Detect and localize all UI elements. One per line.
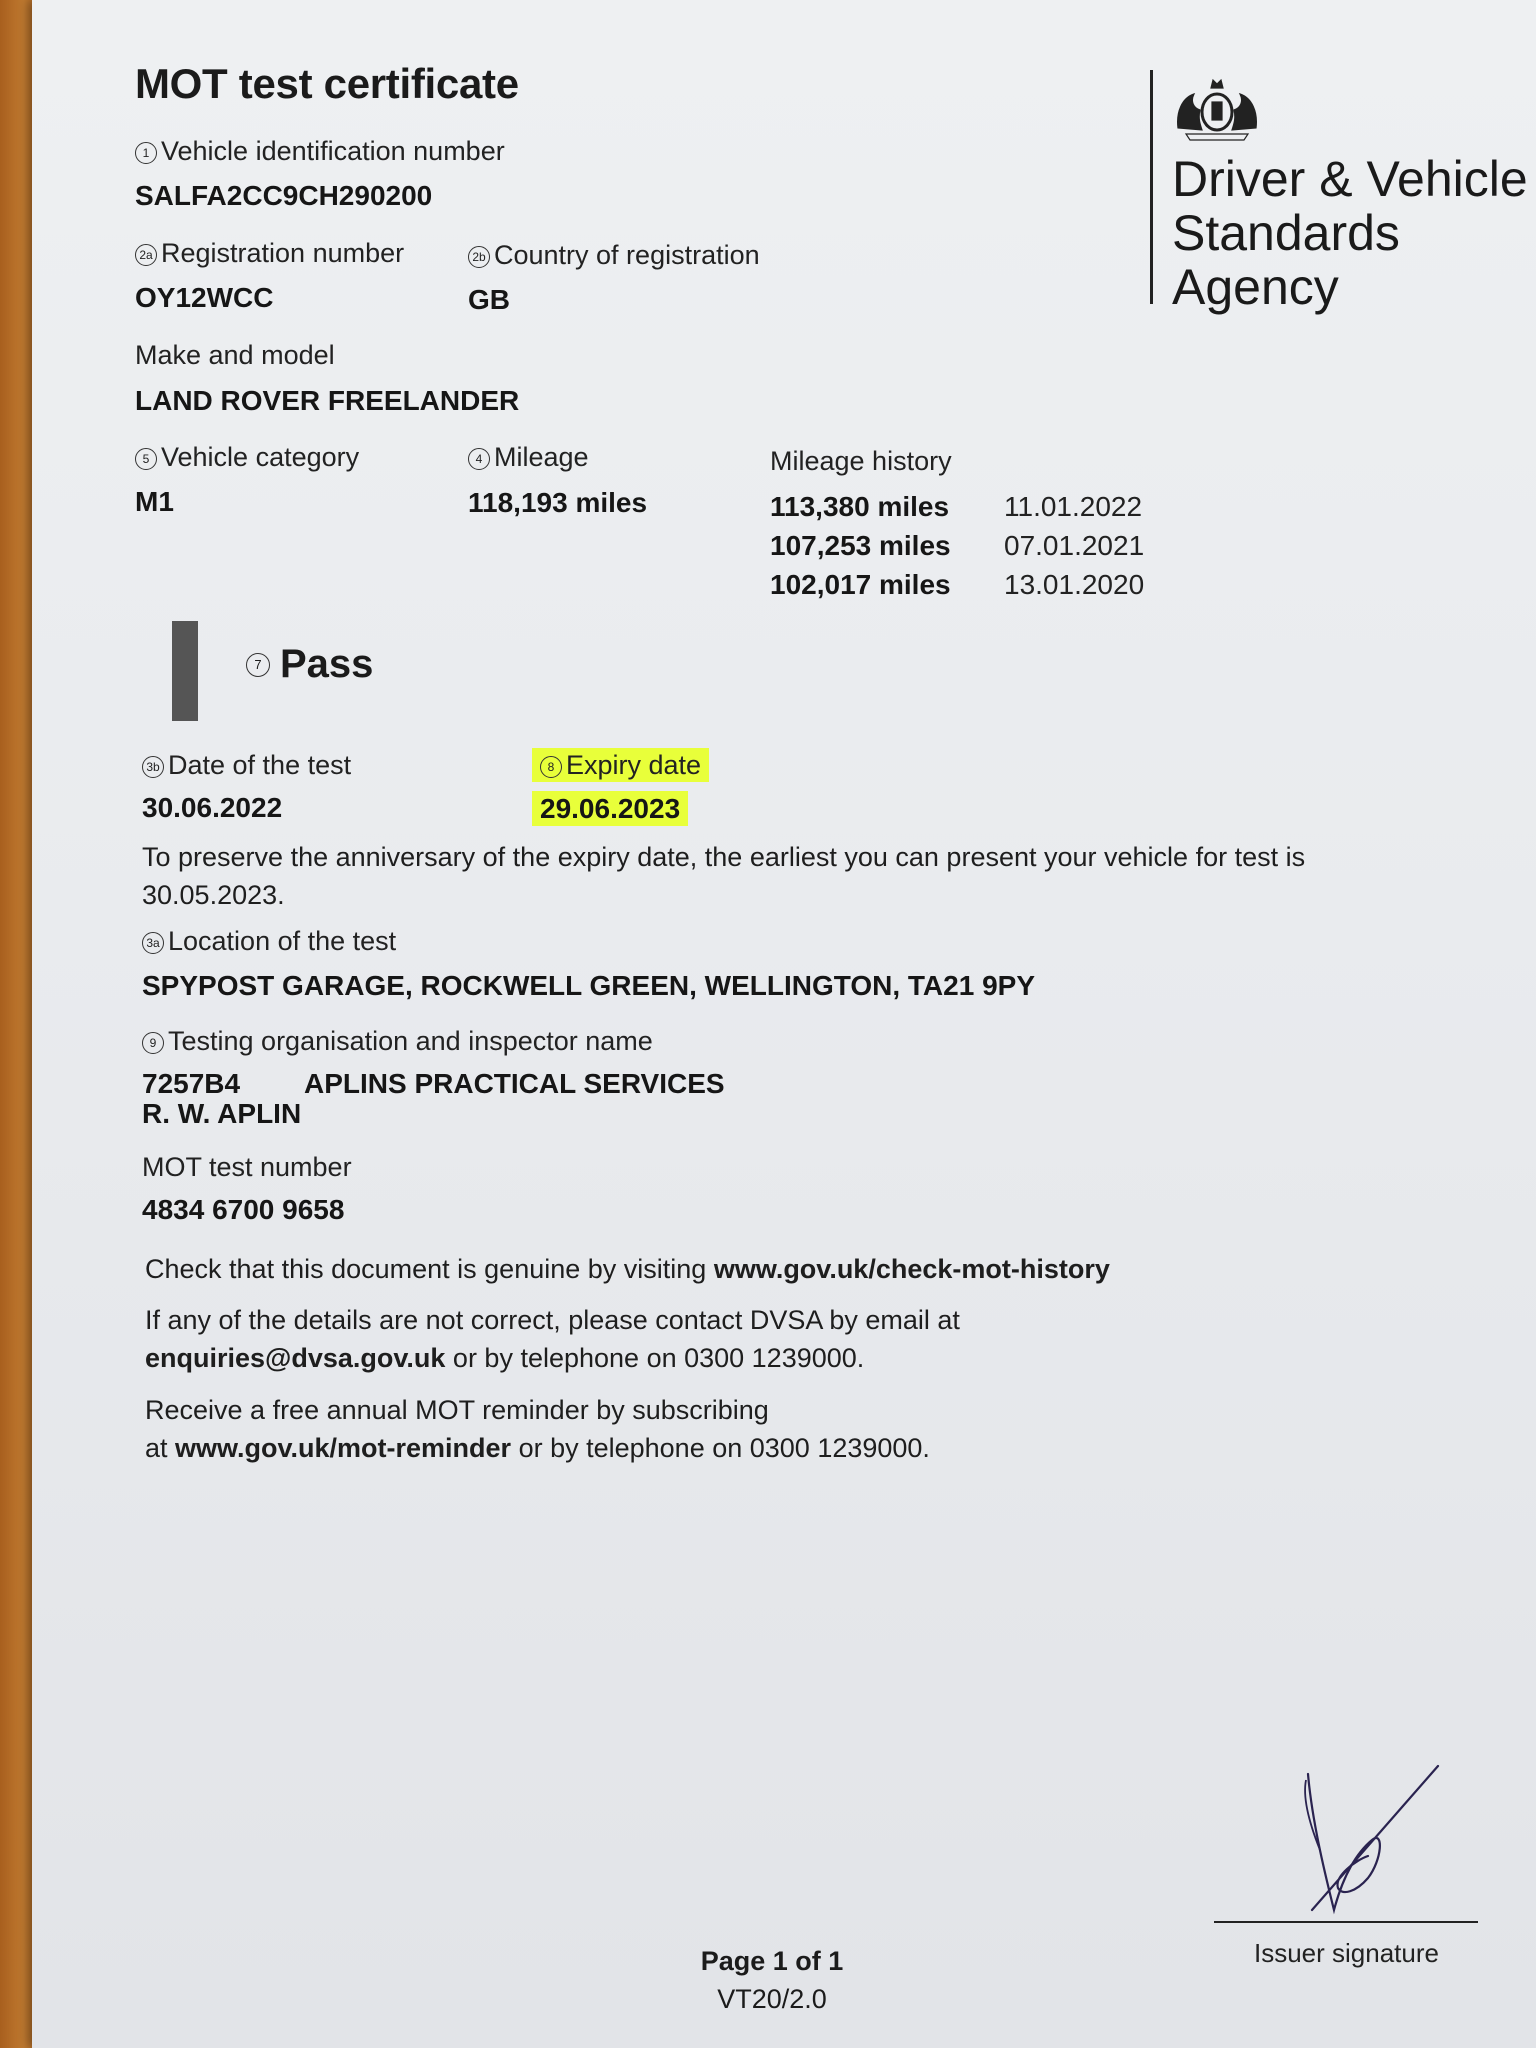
location-label [142, 926, 396, 957]
check-mot-history-link[interactable]: www.gov.uk/check-mot-history [713, 1254, 1110, 1284]
field-number-badge: 4 [468, 448, 490, 470]
result-value: Pass [280, 642, 374, 686]
mileage-history-label: Mileage history [770, 446, 952, 476]
mileage-label [468, 442, 589, 473]
contact-phone-text: or by telephone on 0300 1239000. [445, 1343, 865, 1373]
reminder-prefix: at [145, 1433, 176, 1463]
dvsa-email-link[interactable]: enquiries@dvsa.gov.uk [145, 1343, 446, 1373]
test-number-label: MOT test number [142, 1152, 352, 1182]
category-label [135, 442, 359, 473]
testing-org-label [142, 1026, 653, 1057]
make-model-label: Make and model [135, 340, 335, 370]
mileage-history-miles: 113,380 miles [770, 491, 950, 522]
check-text: Check that this document is genuine by visiting [145, 1254, 714, 1284]
contact-line2 [145, 1339, 864, 1378]
signature-mark [1272, 1760, 1452, 1930]
category-label-text: Vehicle category [161, 442, 360, 472]
location-value: SPYPOST GARAGE, ROCKWELL GREEN, WELLINGTON, TA21 9PY [142, 970, 1035, 1001]
field-number-badge: 7 [246, 653, 270, 677]
field-number-badge: 9 [142, 1032, 164, 1054]
field-number-badge: 1 [135, 142, 157, 164]
country-value: GB [468, 284, 510, 315]
result-status [246, 642, 373, 687]
registration-label-text: Registration number [161, 238, 405, 268]
certificate-page [32, 0, 1536, 2048]
vin-label-text: Vehicle identification number [161, 136, 505, 166]
contact-line1: If any of the details are not correct, please contact DVSA by email at [145, 1305, 960, 1335]
registration-label [135, 238, 404, 269]
field-number-badge: 2b [468, 246, 490, 268]
testing-org-label-text: Testing organisation and inspector name [168, 1026, 653, 1056]
field-number-badge: 3b [142, 756, 164, 778]
mileage-history-miles: 107,253 miles [770, 530, 951, 561]
vin-label [135, 136, 505, 167]
location-label-text: Location of the test [168, 926, 397, 956]
organisation-name: Driver & Vehicle Standards Agency [1172, 151, 1528, 315]
field-number-badge: 3a [142, 932, 164, 954]
reminder-line2 [145, 1429, 930, 1468]
mileage-history-date: 11.01.2022 [1004, 491, 1143, 522]
form-code: VT20/2.0 [717, 1984, 827, 2014]
signature-label: Issuer signature [1254, 1938, 1439, 1968]
mileage-history-date: 13.01.2020 [1004, 569, 1145, 600]
country-label-text: Country of registration [494, 240, 760, 270]
test-date-label [142, 750, 351, 781]
expiry-date-label [532, 750, 709, 781]
check-genuine-text [145, 1250, 1110, 1289]
test-date-value: 30.06.2022 [142, 792, 283, 823]
anniversary-note-line2: 30.05.2023. [142, 880, 285, 910]
expiry-date-label-text: Expiry date [566, 750, 702, 780]
test-date-label-text: Date of the test [168, 750, 352, 780]
logo-divider [1150, 70, 1153, 304]
page-number: Page 1 of 1 [700, 1946, 844, 1976]
vin-value: SALFA2CC9CH290200 [135, 180, 433, 211]
royal-crest-icon [1172, 68, 1262, 144]
inspector-name: R. W. APLIN [142, 1098, 302, 1129]
highlight [532, 748, 709, 782]
page-title: MOT test certificate [135, 60, 519, 107]
country-label [468, 240, 760, 271]
field-number-badge: 2a [135, 244, 157, 266]
highlight: 29.06.2023 [532, 791, 688, 826]
test-number-value: 4834 6700 9658 [142, 1194, 345, 1225]
registration-value: OY12WCC [135, 282, 274, 313]
category-value: M1 [135, 486, 174, 517]
reminder-line1: Receive a free annual MOT reminder by subscribing [145, 1395, 769, 1425]
result-indicator-bar [172, 621, 198, 721]
testing-org-code: 7257B4 [142, 1068, 241, 1099]
field-number-badge: 8 [540, 756, 562, 778]
anniversary-note-line1: To preserve the anniversary of the expiry date, the earliest you can present your vehicle for test is [142, 842, 1306, 872]
make-model-value: LAND ROVER FREELANDER [135, 385, 520, 416]
reminder-phone-text: or by telephone on 0300 1239000. [511, 1433, 930, 1463]
signature-line [1214, 1921, 1478, 1923]
testing-org-name: APLINS PRACTICAL SERVICES [304, 1068, 725, 1099]
mileage-history-miles: 102,017 miles [770, 569, 951, 600]
mileage-label-text: Mileage [494, 442, 589, 472]
field-number-badge: 5 [135, 448, 157, 470]
mot-reminder-link[interactable]: www.gov.uk/mot-reminder [175, 1433, 512, 1463]
expiry-date-value [532, 793, 688, 825]
mileage-value: 118,193 miles [468, 487, 648, 518]
mileage-history-date: 07.01.2021 [1004, 530, 1145, 561]
